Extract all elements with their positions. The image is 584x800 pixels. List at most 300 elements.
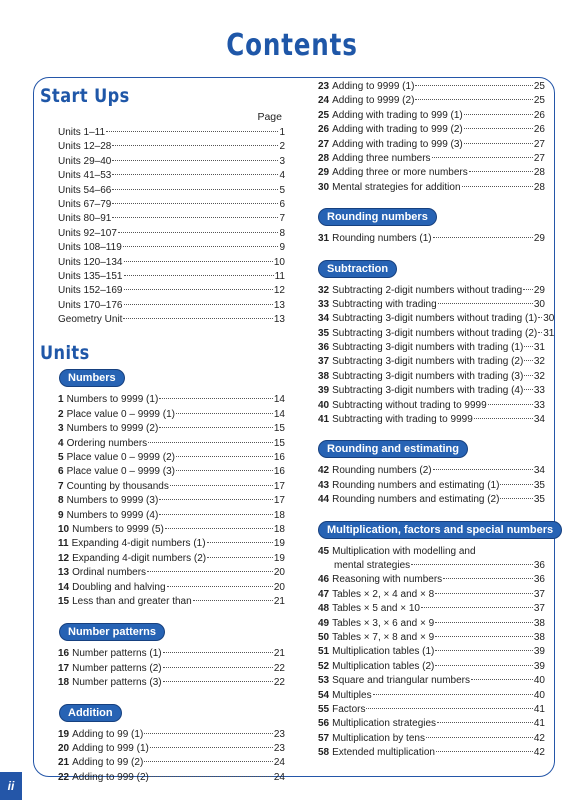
list-item	[58, 676, 285, 690]
dot-leader	[112, 160, 278, 161]
item-number: 52	[318, 660, 330, 672]
item-title: Number patterns (3)	[72, 677, 162, 689]
item-title: Geometry Unit	[58, 314, 123, 326]
item-number: 57	[318, 732, 330, 744]
list-item	[318, 479, 545, 493]
dot-leader	[150, 776, 273, 777]
item-title: Reasoning with numbers	[332, 574, 443, 586]
item-page: 18	[273, 523, 285, 535]
dot-leader	[464, 143, 533, 144]
dot-leader	[415, 99, 532, 100]
item-title: Doubling and halving	[72, 581, 166, 593]
item-page: 30	[543, 313, 555, 325]
item-number: 53	[318, 675, 330, 687]
item-title: mental strategies	[334, 559, 411, 571]
list-item	[318, 559, 545, 573]
item-title: Units 152–169	[58, 285, 123, 297]
item-page: 24	[273, 771, 285, 783]
item-number: 10	[58, 523, 70, 535]
item-title: Extended multiplication	[332, 747, 435, 759]
item-title: Adding three or more numbers	[332, 167, 468, 179]
list-item	[318, 746, 545, 760]
list-item	[318, 312, 555, 326]
dot-leader	[167, 586, 273, 587]
item-number: 12	[58, 552, 70, 564]
item-page: 38	[533, 631, 545, 643]
item-number: 50	[318, 631, 330, 643]
dot-leader	[159, 398, 273, 399]
item-title: Subtracting 3-digit numbers with trading (3)	[332, 370, 524, 382]
item-page: 26	[533, 109, 545, 121]
item-title: Adding three numbers	[332, 152, 431, 164]
list-item	[58, 299, 285, 313]
dot-leader	[124, 275, 274, 276]
list-item	[58, 451, 285, 465]
dot-leader	[421, 607, 533, 608]
list-item	[318, 355, 545, 369]
number-patterns-list	[40, 647, 285, 690]
list-item	[318, 298, 545, 312]
item-page: 22	[273, 662, 285, 674]
rounding-estimating-list	[318, 464, 545, 507]
item-title: Multiplication by tens	[332, 732, 425, 744]
item-title: Counting by thousands	[66, 480, 169, 492]
item-title: Tables × 2, × 4 and × 8	[332, 588, 435, 600]
item-number: 44	[318, 494, 330, 506]
list-item	[58, 408, 285, 422]
item-title: Units 108–119	[58, 242, 122, 254]
item-number: 38	[318, 370, 330, 382]
list-item	[318, 384, 545, 398]
dot-leader	[123, 246, 279, 247]
list-item	[58, 480, 285, 494]
list-item	[318, 284, 545, 298]
dot-leader	[124, 304, 273, 305]
item-page: 25	[533, 95, 545, 107]
list-item	[318, 717, 545, 731]
item-page: 30	[533, 298, 545, 310]
list-item	[318, 631, 545, 645]
item-number: 36	[318, 342, 330, 354]
item-page: 39	[533, 660, 545, 672]
item-number: 15	[58, 595, 70, 607]
dot-leader	[464, 114, 533, 115]
item-title: Expanding 4-digit numbers (1)	[71, 538, 206, 550]
item-page: 2	[279, 141, 285, 153]
dot-leader	[435, 665, 532, 666]
item-title: Rounding numbers (2)	[332, 465, 432, 477]
item-number: 6	[58, 466, 64, 478]
dot-leader	[524, 360, 533, 361]
item-page: 36	[533, 559, 545, 571]
list-item	[318, 493, 545, 507]
list-item	[318, 545, 545, 559]
right-column	[318, 80, 555, 760]
list-item	[58, 728, 285, 742]
item-page: 29	[533, 233, 545, 245]
item-number: 22	[58, 771, 70, 783]
item-number: 51	[318, 646, 330, 658]
item-page: 20	[273, 567, 285, 579]
dot-leader	[112, 203, 278, 204]
dot-leader	[437, 722, 533, 723]
list-item	[58, 581, 285, 595]
item-title: Subtracting 3-digit numbers with trading (1)	[332, 342, 524, 354]
item-page: 21	[273, 595, 285, 607]
dot-leader	[193, 600, 273, 601]
dot-leader	[144, 761, 273, 762]
item-page: 32	[533, 356, 545, 368]
list-item	[58, 509, 285, 523]
list-item	[58, 184, 285, 198]
item-title: Less than and greater than	[72, 595, 192, 607]
dot-leader	[436, 751, 533, 752]
item-page: 25	[533, 81, 545, 92]
item-page: 13	[273, 299, 285, 311]
item-page: 36	[533, 574, 545, 586]
dot-leader	[176, 413, 273, 414]
item-page: 34	[533, 414, 545, 426]
item-number: 1	[58, 394, 64, 406]
item-page: 19	[273, 538, 285, 550]
dot-leader	[435, 622, 533, 623]
list-item	[58, 465, 285, 479]
item-page: 40	[533, 675, 545, 687]
item-page: 28	[533, 181, 545, 193]
item-title: Units 120–134	[58, 256, 123, 268]
list-item	[58, 256, 285, 270]
item-number: 42	[318, 465, 330, 477]
item-number: 39	[318, 385, 330, 397]
list-item	[58, 742, 285, 756]
list-item	[318, 674, 545, 688]
item-title: Units 92–107	[58, 227, 117, 239]
item-number: 27	[318, 138, 330, 150]
list-item	[318, 689, 545, 703]
item-title: Units 1–11	[58, 127, 106, 138]
dot-leader	[165, 528, 273, 529]
item-title: Ordering numbers	[66, 437, 148, 449]
item-page: 35	[533, 479, 545, 491]
item-number: 46	[318, 574, 330, 586]
item-page: 42	[533, 732, 545, 744]
item-number: 3	[58, 423, 64, 435]
list-item	[58, 126, 285, 140]
item-number: 34	[318, 313, 330, 325]
list-item	[318, 399, 545, 413]
item-title: Number patterns (1)	[72, 648, 162, 660]
item-title: Adding to 99 (2)	[72, 757, 144, 769]
list-item	[58, 284, 285, 298]
item-number: 31	[318, 233, 330, 245]
item-page: 31	[543, 327, 555, 339]
rounding-numbers-list	[318, 232, 545, 246]
dot-leader	[438, 303, 533, 304]
item-page: 39	[533, 646, 545, 658]
item-page: 28	[533, 167, 545, 179]
dot-leader	[163, 681, 273, 682]
item-page: 20	[273, 581, 285, 593]
item-number: 26	[318, 124, 330, 136]
item-title: Adding with trading to 999 (2)	[332, 124, 463, 136]
item-page: 23	[273, 742, 285, 754]
list-item	[58, 537, 285, 551]
page-column-label: Page	[257, 111, 282, 123]
item-title: Units 29–40	[58, 155, 112, 167]
dot-leader	[435, 650, 532, 651]
item-number: 19	[58, 728, 70, 740]
item-number: 17	[58, 662, 70, 674]
item-title: Factors	[332, 703, 366, 715]
dot-leader	[123, 318, 272, 319]
item-page: 14	[273, 394, 285, 406]
item-number: 25	[318, 109, 330, 121]
item-title: Tables × 3, × 6 and × 9	[332, 617, 435, 629]
dot-leader	[124, 289, 273, 290]
dot-leader	[474, 418, 533, 419]
item-title: Place value 0 – 9999 (1)	[66, 408, 175, 420]
item-page: 26	[533, 124, 545, 136]
list-item	[58, 422, 285, 436]
item-number: 40	[318, 399, 330, 411]
dot-leader	[500, 498, 532, 499]
item-number: 58	[318, 747, 330, 759]
item-title: Subtracting with trading to 9999	[332, 414, 473, 426]
dot-leader	[500, 484, 532, 485]
list-item	[318, 80, 545, 94]
dot-leader	[523, 289, 533, 290]
item-title: Units 135–151	[58, 270, 123, 282]
item-number: 8	[58, 495, 64, 507]
dot-leader	[435, 636, 533, 637]
list-item	[318, 181, 545, 195]
item-title: Numbers to 9999 (4)	[66, 509, 159, 521]
item-page: 15	[273, 437, 285, 449]
dot-leader	[147, 571, 273, 572]
item-page: 22	[273, 677, 285, 689]
item-title: Multiplication tables (1)	[332, 646, 435, 658]
item-number: 47	[318, 588, 330, 600]
dot-leader	[524, 375, 533, 376]
list-item	[58, 241, 285, 255]
item-page: 35	[533, 494, 545, 506]
item-page: 33	[533, 385, 545, 397]
item-number: 16	[58, 648, 70, 660]
item-page: 8	[279, 227, 285, 239]
item-title: Subtracting with trading	[332, 298, 437, 310]
list-item	[318, 617, 545, 631]
item-page: 12	[273, 285, 285, 297]
dot-leader	[118, 232, 279, 233]
item-page: 32	[533, 370, 545, 382]
item-title: Adding to 999 (1)	[72, 742, 149, 754]
rounding-numbers-section-label: Rounding numbers	[318, 208, 437, 226]
item-page: 40	[533, 689, 545, 701]
item-title: Adding to 99 (1)	[72, 728, 144, 740]
item-number: 33	[318, 298, 330, 310]
item-number: 37	[318, 356, 330, 368]
item-page: 16	[273, 466, 285, 478]
item-number: 23	[318, 81, 330, 92]
item-title: Units 41–53	[58, 170, 112, 182]
list-item	[318, 123, 545, 137]
dot-leader	[159, 514, 273, 515]
dot-leader	[159, 499, 273, 500]
page-title: Contents	[226, 28, 358, 63]
item-page: 9	[279, 242, 285, 254]
list-item	[58, 212, 285, 226]
dot-leader	[176, 470, 273, 471]
list-item	[318, 703, 545, 717]
item-title: Numbers to 9999 (5)	[72, 523, 164, 535]
item-number: 54	[318, 689, 330, 701]
item-page: 14	[273, 408, 285, 420]
item-number: 55	[318, 703, 330, 715]
dot-leader	[163, 667, 273, 668]
list-item	[58, 169, 285, 183]
item-title: Adding to 9999 (2)	[332, 95, 415, 107]
item-number: 30	[318, 181, 330, 193]
dot-leader	[433, 469, 533, 470]
list-item	[58, 393, 285, 407]
item-page: 18	[273, 509, 285, 521]
item-title: Adding to 999 (2)	[72, 771, 149, 783]
item-title: Numbers to 9999 (1)	[66, 394, 159, 406]
dot-leader	[373, 694, 533, 695]
item-title: Multiplication strategies	[332, 718, 437, 730]
item-number: 41	[318, 414, 330, 426]
start-ups-heading: Start Ups	[40, 85, 130, 107]
item-number: 5	[58, 452, 64, 464]
item-title: Expanding 4-digit numbers (2)	[72, 552, 207, 564]
dot-leader	[435, 593, 533, 594]
dot-leader	[462, 186, 533, 187]
dot-leader	[170, 485, 273, 486]
dot-leader	[443, 578, 533, 579]
item-page: 13	[273, 314, 285, 326]
list-item	[318, 94, 545, 108]
item-title: Adding to 9999 (1)	[332, 81, 415, 92]
item-title: Place value 0 – 9999 (3)	[66, 466, 175, 478]
item-page: 19	[273, 552, 285, 564]
list-item	[58, 771, 285, 785]
dot-leader	[207, 542, 273, 543]
item-page: 41	[533, 703, 545, 715]
item-title: Subtracting 3-digit numbers without trading (2)	[332, 327, 538, 339]
item-page: 37	[533, 603, 545, 615]
list-item	[318, 464, 545, 478]
dot-leader	[469, 171, 533, 172]
item-title: Mental strategies for addition	[332, 181, 461, 193]
dot-leader	[524, 346, 533, 347]
item-number: 35	[318, 327, 330, 339]
list-item	[58, 313, 285, 327]
dot-leader	[426, 737, 533, 738]
item-number: 2	[58, 408, 64, 420]
item-page: 41	[533, 718, 545, 730]
item-title: Square and triangular numbers	[332, 675, 470, 687]
subtraction-section-label: Subtraction	[318, 260, 397, 278]
item-title: Multiplication tables (2)	[332, 660, 435, 672]
item-number: 45	[318, 545, 330, 557]
item-page: 31	[533, 342, 545, 354]
list-item	[58, 227, 285, 241]
item-title: Subtracting 2-digit numbers without trading	[332, 284, 523, 296]
list-item	[58, 662, 285, 676]
item-page: 27	[533, 138, 545, 150]
item-title: Units 54–66	[58, 184, 112, 196]
numbers-list	[40, 393, 285, 609]
list-item	[58, 270, 285, 284]
dot-leader	[124, 261, 273, 262]
item-number: 32	[318, 284, 330, 296]
list-item	[58, 647, 285, 661]
item-number: 49	[318, 617, 330, 629]
units-heading: Units	[40, 342, 90, 365]
multiplication-list	[318, 573, 545, 760]
item-title: Adding with trading to 999 (3)	[332, 138, 463, 150]
item-title: Subtracting 3-digit numbers with trading (4)	[332, 385, 524, 397]
dot-leader	[112, 145, 278, 146]
dot-leader	[524, 389, 533, 390]
dot-leader	[106, 131, 278, 132]
list-item	[318, 152, 545, 166]
list-item	[58, 756, 285, 770]
item-page: 5	[279, 184, 285, 196]
item-page: 24	[273, 757, 285, 769]
addition-section-label: Addition	[59, 704, 122, 722]
list-item	[58, 437, 285, 451]
item-number: 7	[58, 480, 64, 492]
start-ups-list	[40, 126, 285, 327]
list-item	[58, 494, 285, 508]
dot-leader	[148, 442, 273, 443]
item-page: 23	[273, 728, 285, 740]
item-number: 43	[318, 479, 330, 491]
list-item	[318, 645, 545, 659]
addition-continued-list	[318, 80, 545, 195]
item-title: Rounding numbers and estimating (2)	[332, 494, 500, 506]
list-item	[318, 602, 545, 616]
dot-leader	[464, 128, 533, 129]
left-column	[40, 82, 285, 785]
list-item	[318, 732, 545, 746]
list-item	[318, 413, 545, 427]
dot-leader	[112, 189, 278, 190]
item-page: 17	[273, 495, 285, 507]
list-item	[58, 155, 285, 169]
item-title: Tables × 5 and × 10	[332, 603, 420, 615]
item-page: 11	[274, 270, 285, 282]
item-title: Units 170–176	[58, 299, 123, 311]
item-title: Place value 0 – 9999 (2)	[66, 452, 175, 464]
item-page: 6	[279, 198, 285, 210]
dot-leader	[488, 404, 533, 405]
item-page: 16	[273, 452, 285, 464]
dot-leader	[538, 332, 542, 333]
list-item	[318, 341, 545, 355]
item-title: Subtracting 3-digit numbers without trading (1)	[332, 313, 538, 325]
item-number: 48	[318, 603, 330, 615]
subtraction-list	[318, 284, 555, 428]
dot-leader	[415, 85, 532, 86]
dot-leader	[176, 456, 273, 457]
dot-leader	[144, 733, 273, 734]
item-title: Tables × 7, × 8 and × 9	[332, 631, 435, 643]
page-number-tab: ii	[0, 772, 22, 800]
list-item	[318, 166, 545, 180]
item-title: Numbers to 9999 (2)	[66, 423, 159, 435]
